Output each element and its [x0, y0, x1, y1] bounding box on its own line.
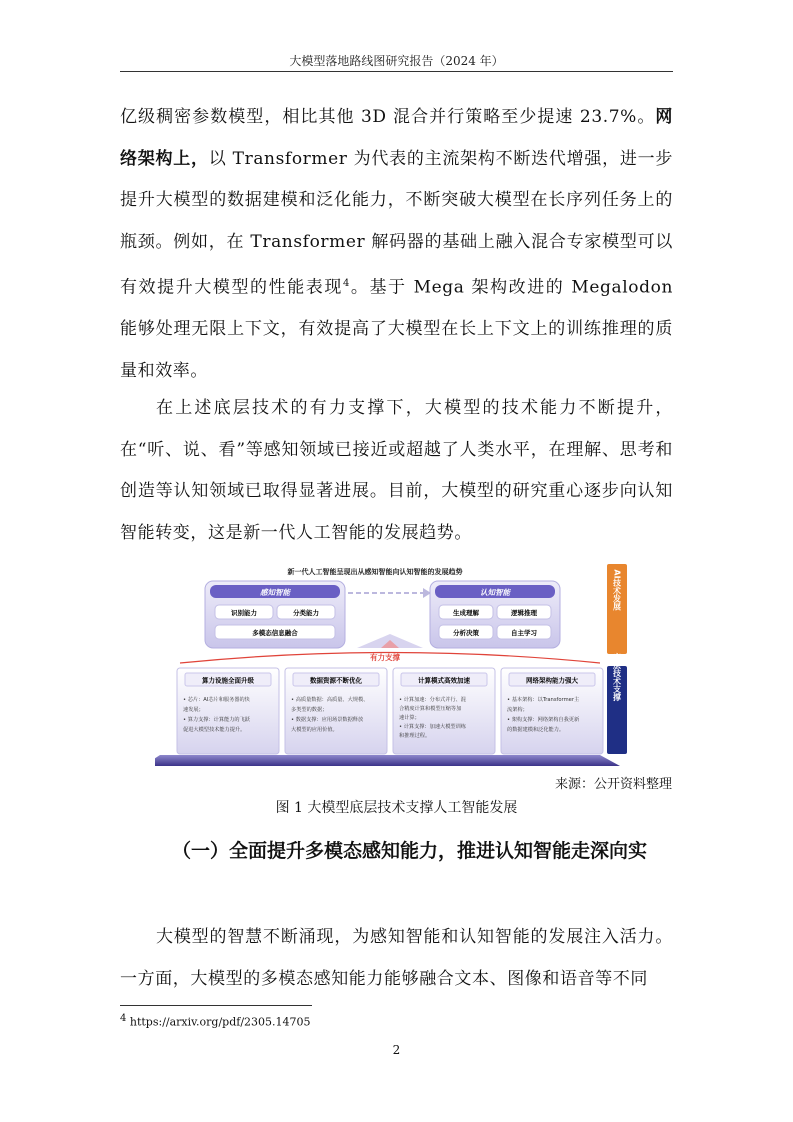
- pillar-line: 多类型的数据；: [291, 707, 328, 713]
- pillar-line: 和推理过程。: [399, 733, 431, 739]
- figure-source: 来源：公开资料整理: [554, 777, 672, 792]
- pillar-line: • 芯片：AI芯片和服务器的快: [183, 697, 250, 703]
- pillar-title: 算力设施全面升级: [202, 676, 254, 685]
- side-label-foundation: [607, 652, 627, 754]
- cognition-box: [430, 581, 560, 648]
- footnote-divider: [120, 1005, 312, 1006]
- running-header: 大模型落地路线图研究报告（2024 年）: [289, 54, 504, 68]
- pillar-data: [285, 668, 387, 754]
- paragraph-text: 以 Transformer 为代表的主流架构不断迭代增强，进一步提升大模型的数据建模和泛化能力，不断突破大模型在长序列任务上的瓶颈。例如，在 Transformer 解码器的基础上融入混合专家模型可以有效提升大模型的性能表现: [120, 148, 673, 298]
- side-label-text: 底层技术支撑: [612, 653, 622, 701]
- pillar-line: 流架构；: [507, 707, 528, 713]
- pillar-title: 数据资源不断优化: [310, 676, 362, 685]
- pillar-compute: [177, 668, 279, 754]
- pillar-line: • 基本架构：以Transformer主: [507, 697, 580, 703]
- body-paragraph-2: 在上述底层技术的有力支撑下，大模型的技术能力不断提升，在“听、说、看”等感知领域已接近或超越了人类水平，在理解、思考和创造等认知领域已取得显著进展。目前，大模型的研究重心逐步向认知智能转变，这是新一代人工智能的发展趋势。: [120, 398, 673, 543]
- header-divider: [120, 71, 673, 72]
- perception-item: 识别能力: [231, 609, 257, 617]
- perception-box: [205, 581, 345, 648]
- side-label-text: AI技术发展: [612, 569, 622, 611]
- perception-item: 多模态信息融合: [252, 629, 298, 637]
- figure-title: 新一代人工智能呈现出从感知智能向认知智能的发展趋势: [287, 568, 463, 576]
- cognition-title: 认知智能: [480, 588, 510, 597]
- cognition-item: 生成理解: [453, 609, 479, 617]
- pillar-line: 合精度计算和模型压缩等加: [399, 706, 462, 712]
- support-label: 有力支撑: [370, 653, 400, 662]
- paragraph-text: 。基于 Mega 架构改进的 Megalodon 能够处理无限上下文，有效提高了大模型在长上下文上的训练推理的质量和效率。: [120, 277, 673, 381]
- figure-caption: 图 1 大模型底层技术支撑人工智能发展: [275, 800, 518, 816]
- pillar-line: • 计算支撑：加速大模型训练: [399, 724, 466, 730]
- pillar-line: 速发展；: [183, 707, 204, 713]
- section-heading: （一）全面提升多模态感知能力，推进认知智能走深向实: [172, 840, 648, 862]
- body-paragraph-3: 大模型的智慧不断涌现，为感知智能和认知智能的发展注入活力。一方面，大模型的多模态感知能力能够融合文本、图像和语音等不同: [120, 927, 673, 989]
- pillar-line: • 高质量数据：高质量、大规模、: [291, 697, 369, 703]
- pillar-line: 大模型的应用价值。: [291, 727, 338, 733]
- paragraph-text: 亿级稠密参数模型，相比其他 3D 混合并行策略至少提速 23.7%。: [120, 107, 656, 127]
- cognition-item: 自主学习: [511, 629, 537, 637]
- pillar-title: 网络架构能力强大: [526, 676, 578, 685]
- pillar-architecture: [501, 668, 603, 754]
- cognition-item: 分析决策: [453, 629, 479, 637]
- figure-diagram: [155, 560, 629, 770]
- body-paragraph-1: [120, 97, 673, 392]
- pillar-line: 速计算；: [399, 715, 420, 721]
- side-label-ai-development: [607, 564, 627, 654]
- bold-phrase: 网络架构上，: [120, 107, 673, 169]
- pillar-line: 促进大模型技术能力提升。: [183, 727, 246, 733]
- pillar-line: • 架构支撑：网络架构自我更新: [507, 717, 580, 723]
- cognition-item: 逻辑推理: [511, 609, 537, 617]
- pillar-computing-mode: [393, 668, 495, 754]
- pillar-title: 计算模式高效加速: [418, 676, 470, 685]
- page-number: 2: [392, 1043, 401, 1057]
- pillar-line: • 数据支撑：应用场景数据释放: [291, 717, 364, 723]
- footnote-mark: 4: [120, 1013, 127, 1024]
- pillar-line: • 算力支撑：计算能力的飞跃: [183, 717, 250, 723]
- base-platform: [155, 755, 620, 766]
- pillar-line: 的数据建模和泛化能力。: [507, 727, 565, 733]
- footnote-link[interactable]: https://arxiv.org/pdf/2305.14705: [129, 1015, 311, 1029]
- footnote: [120, 1013, 311, 1029]
- pillar-line: • 计算加速：分布式并行、混: [399, 697, 466, 703]
- perception-title: 感知智能: [260, 588, 290, 597]
- footnote-reference[interactable]: 4: [342, 278, 350, 289]
- perception-item: 分类能力: [293, 609, 319, 617]
